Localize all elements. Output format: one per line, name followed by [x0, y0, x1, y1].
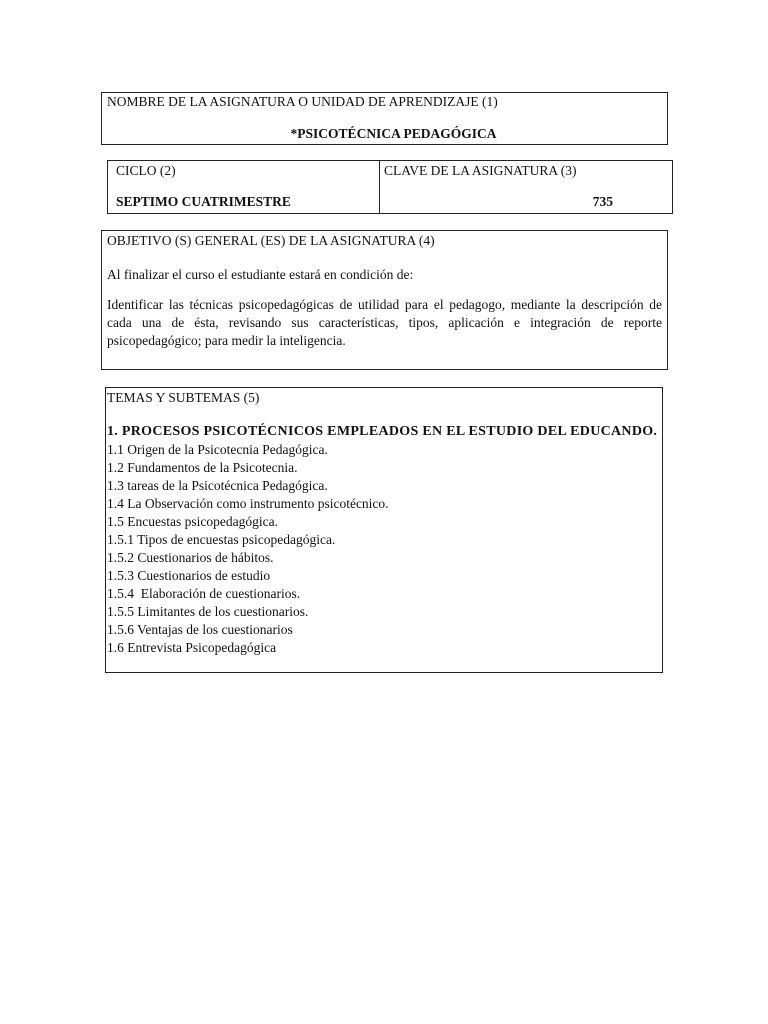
cycle-key-table [107, 160, 673, 214]
list-item: 1.5.4 Elaboración de cuestionarios. [107, 586, 301, 601]
list-item: 1.5.1 Tipos de encuestas psicopedagógica. [107, 532, 336, 547]
list-item: 1.5 Encuestas psicopedagógica. [107, 514, 278, 529]
list-item: 1.1 Origen de la Psicotecnia Pedagógica. [107, 442, 328, 457]
list-item: 1.2 Fundamentos de la Psicotecnia. [107, 460, 298, 475]
course-key-cell [380, 161, 672, 213]
topics-label: TEMAS Y SUBTEMAS (5) [107, 390, 260, 405]
course-name-box [101, 92, 668, 145]
list-item: 1.6 Entrevista Psicopedagógica [107, 640, 277, 655]
subtopics-list [107, 441, 661, 657]
cycle-value: SEPTIMO CUATRIMESTRE [116, 194, 291, 209]
objectives-label: OBJETIVO (S) GENERAL (ES) DE LA ASIGNATURA (4) [107, 233, 435, 248]
objectives-box [101, 230, 668, 370]
objectives-intro: Al finalizar el curso el estudiante estará en condición de: [107, 267, 414, 282]
list-item: 1.3 tareas de la Psicotécnica Pedagógica. [107, 478, 328, 493]
unit-title: 1. PROCESOS PSICOTÉCNICOS EMPLEADOS EN EL ESTUDIO DEL EDUCANDO. [107, 424, 658, 439]
list-item: 1.5.6 Ventajas de los cuestionarios [107, 622, 293, 637]
objectives-description: Identificar las técnicas psicopedagógicas de utilidad para el pedagogo, mediante la descripción de cada una de ésta, revisando sus características, tipos, aplicación e integración de reporte psicopedagógico; para medir la inteligencia. [107, 297, 662, 348]
list-item: 1.5.2 Cuestionarios de hábitos. [107, 550, 274, 565]
course-key-label: CLAVE DE LA ASIGNATURA (3) [384, 163, 577, 178]
list-item: 1.5.5 Limitantes de los cuestionarios. [107, 604, 309, 619]
cycle-cell [108, 161, 380, 213]
cycle-label: CICLO (2) [116, 163, 176, 178]
course-name-value: *PSICOTÉCNICA PEDAGÓGICA [290, 126, 497, 141]
topics-box [105, 387, 663, 673]
course-key-value: 735 [592, 194, 613, 209]
course-name-label: NOMBRE DE LA ASIGNATURA O UNIDAD DE APRENDIZAJE (1) [107, 94, 498, 109]
list-item: 1.5.3 Cuestionarios de estudio [107, 568, 271, 583]
list-item: 1.4 La Observación como instrumento psicotécnico. [107, 496, 389, 511]
